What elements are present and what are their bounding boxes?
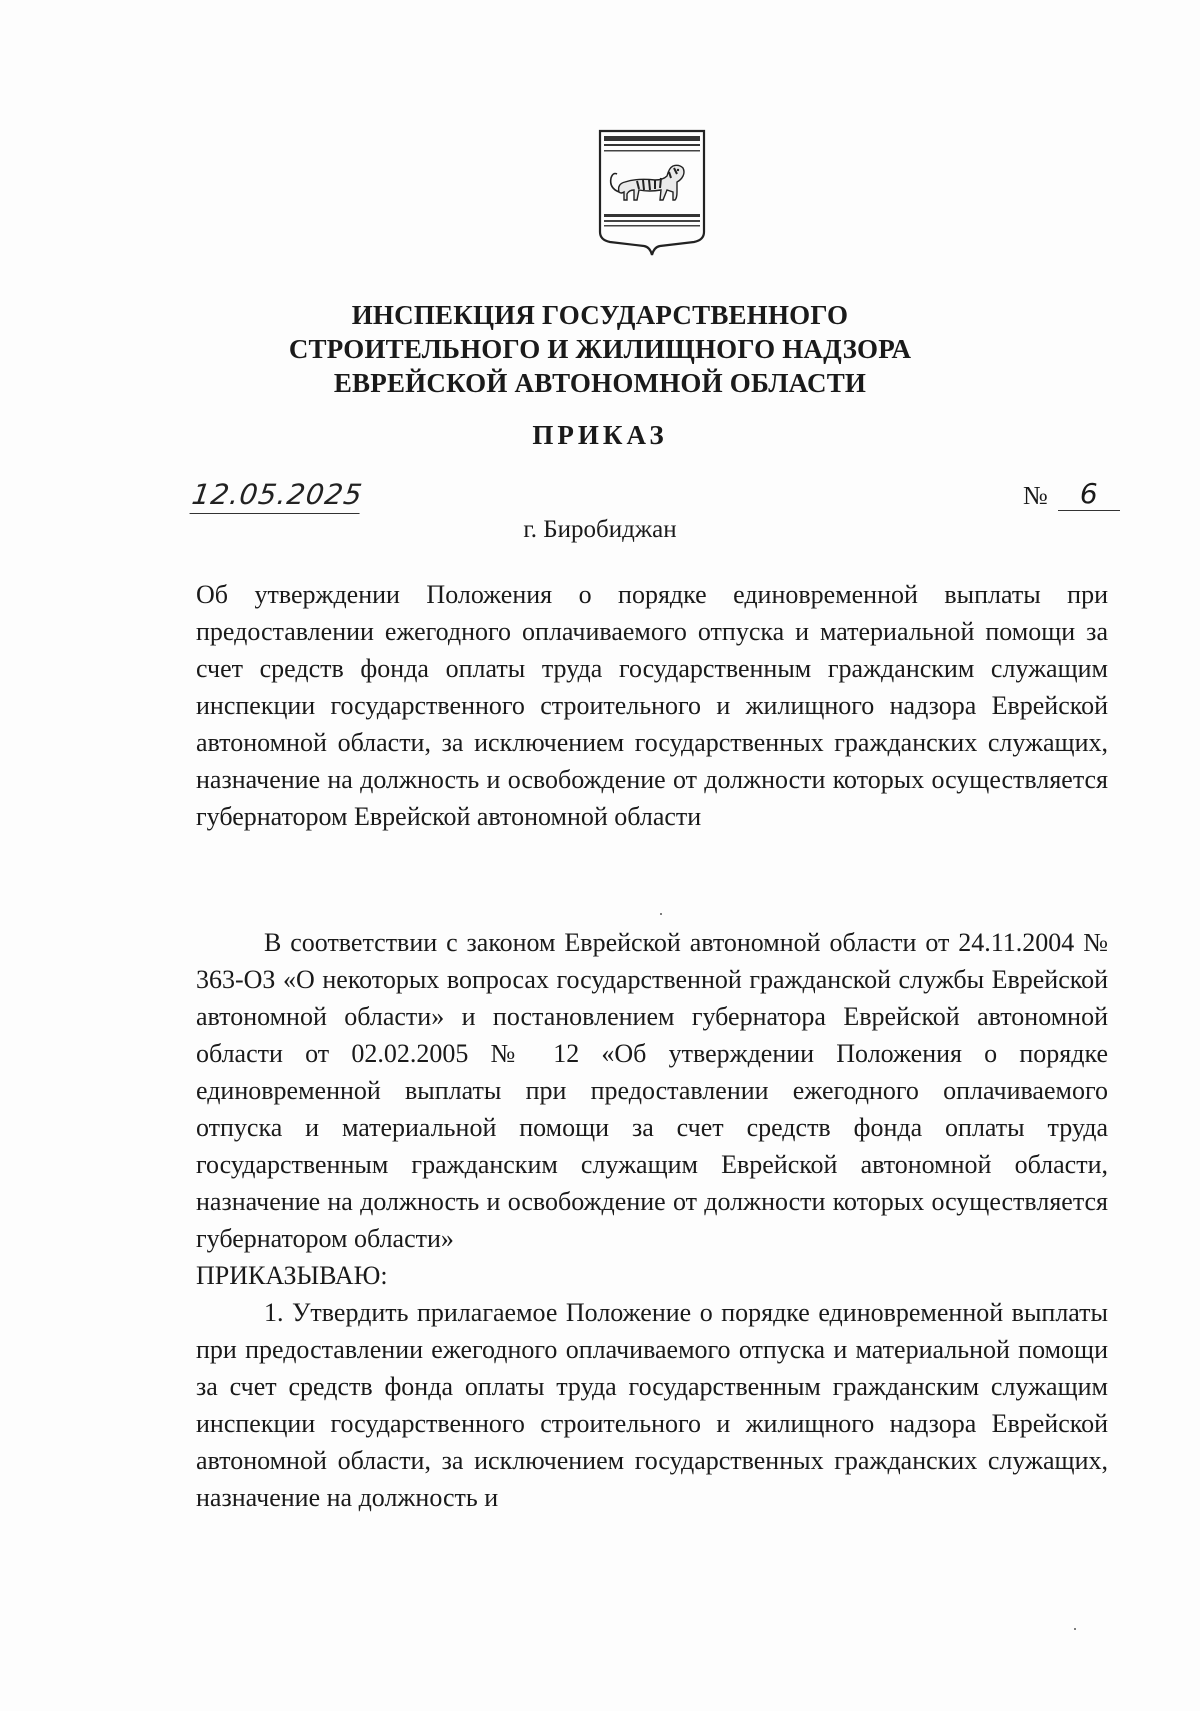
order-item-1: 1. Утвердить прилагаемое Положение о порядке единовременной выплаты при предоставлении ежегодного оплачиваемого отпуска и материальной помощи за счет средств фонда оплаты труда государственным гражданским служащим инспекции государственного строительного и жилищного надзора Еврейской автономной области, за исключением государственных гражданских служащих, назначение на должность и — [196, 1298, 1108, 1512]
document-number: 6 — [1058, 480, 1120, 511]
document-subject: Об утверждении Положения о порядке единовременной выплаты при предоставлении ежегодного оплачиваемого отпуска и материальной помощи за счет средств фонда оплаты труда государственным гражданским служащим инспекции государственного строительного и жилищного надзора Еврейской автономной области, за исключением государственных гражданских служащих, назначение на должность и освобождение от должности которых осуществляется губернатором Еврейской автономной области — [196, 580, 1108, 831]
document-type-heading: ПРИКАЗ — [532, 420, 668, 450]
document-city: г. Биробиджан — [523, 516, 677, 543]
scan-speck — [660, 913, 662, 915]
scan-speck — [1074, 1628, 1076, 1630]
coat-of-arms-tiger-icon — [597, 128, 707, 258]
org-title-line-1: ИНСПЕКЦИЯ ГОСУДАРСТВЕННОГО — [351, 300, 849, 330]
document-number-block — [1023, 477, 1120, 511]
number-sign: № — [1023, 481, 1048, 510]
org-title-line-2: СТРОИТЕЛЬНОГО И ЖИЛИЩНОГО НАДЗОРА — [288, 334, 912, 364]
document-date: 12.05.2025 — [189, 478, 364, 514]
org-title-line-3: ЕВРЕЙСКОЙ АВТОНОМНОЙ ОБЛАСТИ — [333, 368, 867, 398]
organization-title — [180, 298, 1020, 400]
document-body — [196, 924, 1108, 1516]
order-keyword: ПРИКАЗЫВАЮ: — [196, 1261, 388, 1290]
preamble-paragraph: В соответствии с законом Еврейской автономной области от 24.11.2004 № 363-ОЗ «О некоторых вопросах государственной гражданской службы Еврейской автономной области» и постановлением губернатора Еврейской автономной области от 02.02.2005 № 12 «Об утверждении Положения о порядке единовременной выплаты при предоставлении ежегодного оплачиваемого отпуска и материальной помощи за счет средств фонда оплаты труда государственным гражданским служащим Еврейской автономной области, назначение на должность и освобождение от должности которых осуществляется губернатором области» — [196, 928, 1108, 1253]
